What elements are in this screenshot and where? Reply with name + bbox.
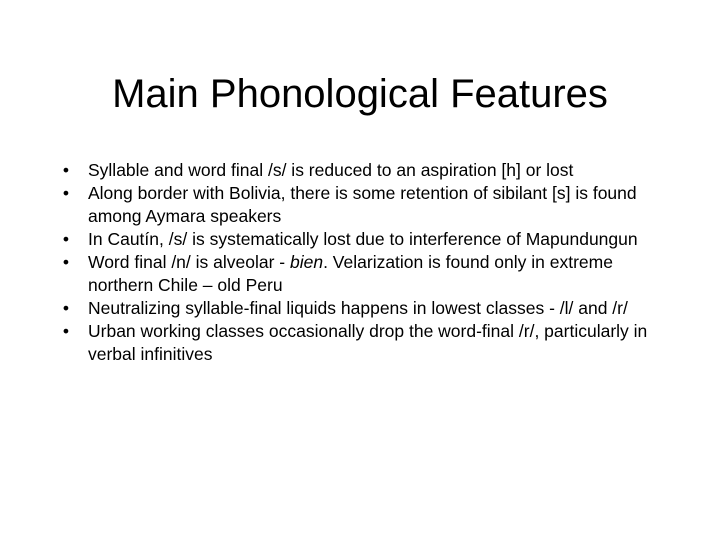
bullet-point-icon: •	[62, 229, 70, 249]
bullet-item	[56, 182, 666, 228]
bullet-text	[88, 320, 666, 366]
bullet-text	[88, 228, 666, 251]
bullet-text-segment: Neutralizing syllable-final liquids happens in lowest classes - /l/ and /r/	[88, 298, 628, 318]
bullet-text-segment: Syllable and word final /s/ is reduced to an aspiration [h] or lost	[88, 160, 574, 180]
bullet-item	[56, 297, 666, 320]
bullet-text	[88, 251, 666, 297]
bullet-text	[88, 182, 666, 228]
bullet-point-icon: •	[62, 160, 70, 180]
bullet-point-icon: •	[62, 252, 70, 272]
bullet-item	[56, 228, 666, 251]
bullet-text	[88, 297, 666, 320]
bullet-text-segment: Along border with Bolivia, there is some retention of sibilant [s] is found among Aymara speakers	[88, 183, 637, 226]
bullet-list	[56, 159, 666, 366]
bullet-item	[56, 320, 666, 366]
bullet-text-italic: bien	[289, 252, 324, 272]
bullet-item	[56, 251, 666, 297]
bullet-text-segment: Urban working classes occasionally drop the word-final /r/, particularly in verbal infinitives	[88, 321, 648, 364]
bullet-item	[56, 159, 666, 182]
bullet-text	[88, 159, 666, 182]
slide-title: Main Phonological Features	[112, 72, 608, 116]
bullet-point-icon: •	[62, 321, 70, 341]
bullet-point-icon: •	[62, 298, 70, 318]
bullet-text-segment: In Cautín, /s/ is systematically lost due to interference of Mapundungun	[88, 229, 638, 249]
bullet-text-segment: . Velarization is found only in extreme northern Chile – old Peru	[88, 252, 613, 295]
bullet-point-icon: •	[62, 183, 70, 203]
bullet-text-segment: Word final /n/ is alveolar -	[88, 252, 290, 272]
